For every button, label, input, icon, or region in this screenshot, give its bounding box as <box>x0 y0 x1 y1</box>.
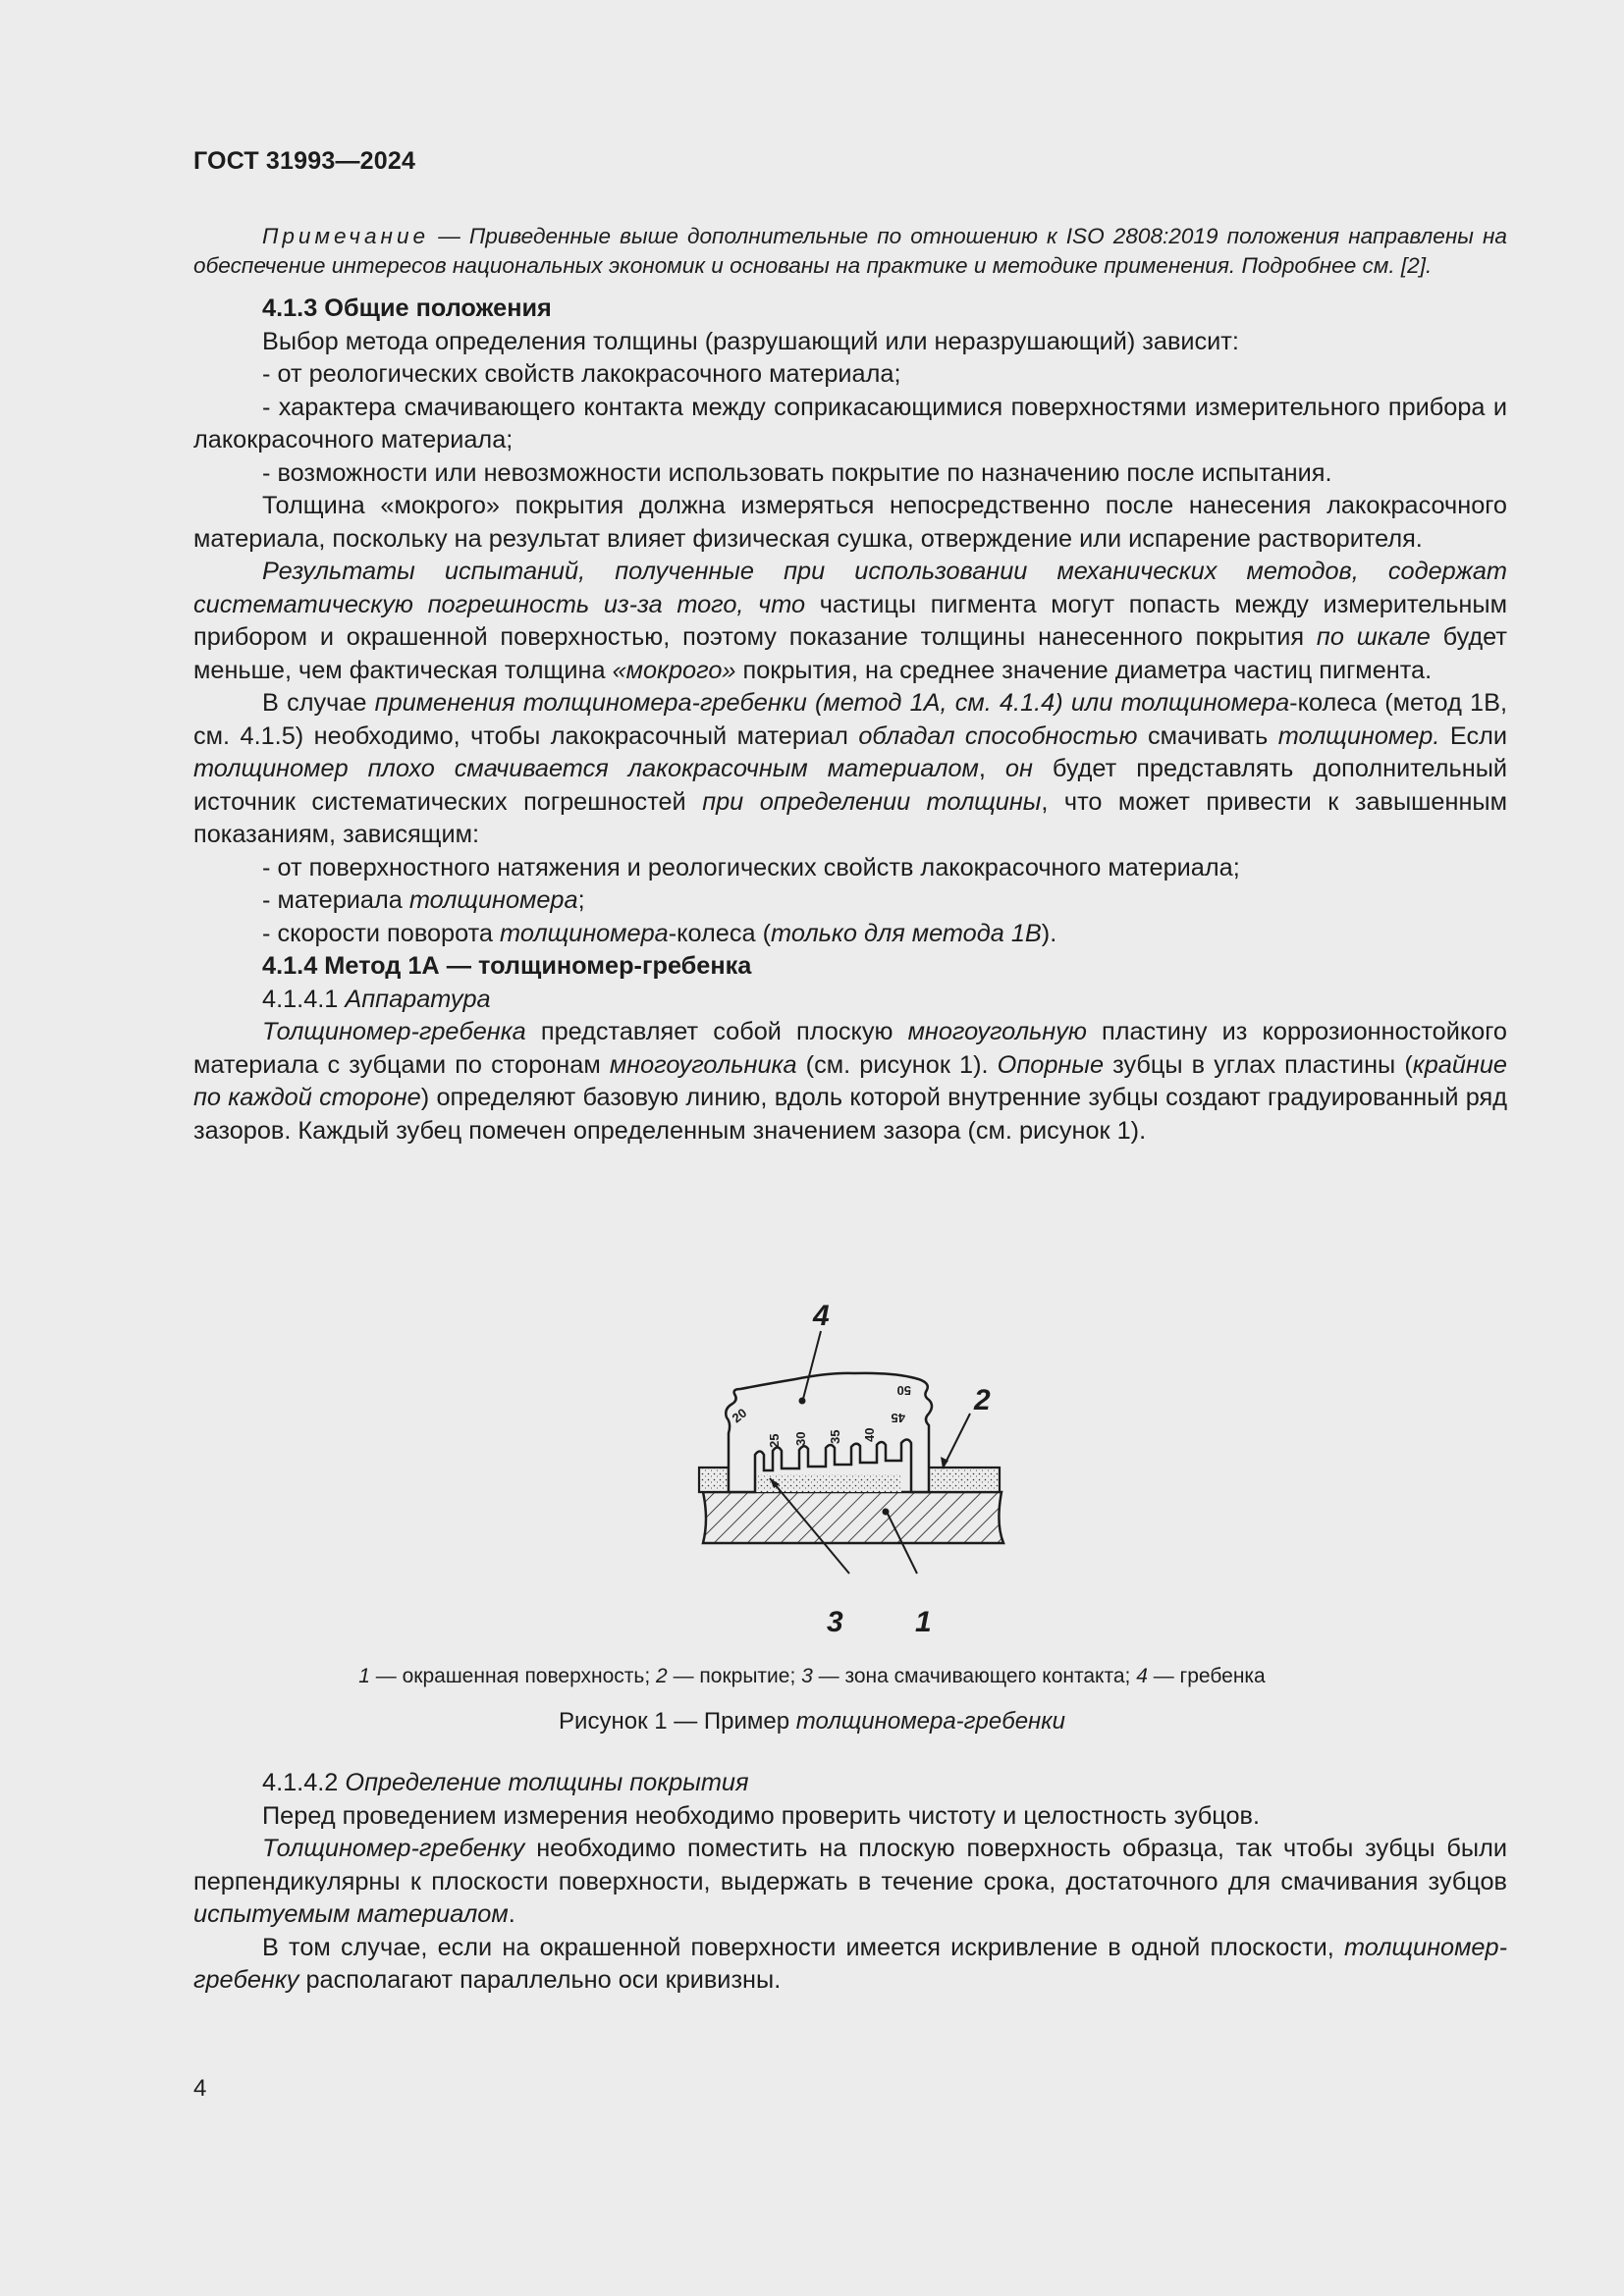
figure-caption: Рисунок 1 — Пример толщиномера-гребенки <box>559 1708 1065 1735</box>
gauge-mark: 45 <box>891 1411 905 1425</box>
subsection-heading-4-1-4-2: 4.1.4.2 Определение толщины покрытия <box>262 1769 749 1796</box>
gauge-mark: 35 <box>828 1429 842 1444</box>
list-item: - скорости поворота толщиномера-колеса (только для метода 1В). <box>262 919 1057 947</box>
list-item: - характера смачивающего контакта между соприкасающимися поверхностями измерительного прибора и лакокрасочного материала; <box>193 393 1507 454</box>
paragraph: В случае применения толщиномера-гребенки (метод 1А, см. 4.1.4) или толщиномера-колеса (метод 1В, см. 4.1.5) необходимо, чтобы лакокрасочный материал обладал способностью смачивать толщиномер. Если толщиномер плохо смачивается лакокрасочным материалом, он будет представлять дополнительный источник систематических погрешностей при определении толщины, что может привести к завышенным показаниям, зависящим: <box>193 689 1508 848</box>
gauge-mark: 40 <box>862 1427 877 1442</box>
paragraph: Толщина «мокрого» покрытия должна измеряться непосредственно после нанесения лакокрасочного материала, поскольку на результат влияет физическая сушка, отверждение или испарение растворителя. <box>193 492 1507 553</box>
gauge-mark: 25 <box>767 1433 782 1448</box>
note-label: Примечание <box>262 224 430 248</box>
gauge-mark: 30 <box>793 1431 808 1446</box>
paragraph: Результаты испытаний, полученные при использовании механических методов, содержат систематическую погрешность из-за того, что частицы пигмента могут попасть между измерительным прибором и окрашенной поверхностью, поэтому показание толщины нанесенного покрытия по шкале будет меньше, чем фактическая толщина «мокрого» покрытия, на среднее значение диаметра частиц пигмента. <box>193 558 1507 684</box>
paragraph: Толщиномер-гребенка представляет собой плоскую многоугольную пластину из коррозионностойкого материала с зубцами по сторонам многоугольника (см. рисунок 1). Опорные зубцы в углах пластины (крайние по каждой стороне) определяют базовую линию, вдоль которой внутренние зубцы создают градуированный ряд зазоров. Каждый зубец помечен определенным значением зазора (см. рисунок 1). <box>193 1018 1508 1145</box>
figure-legend: 1 — окрашенная поверхность; 2 — покрытие; 3 — зона смачивающего контакта; 4 — гребенка <box>358 1665 1266 1687</box>
callout-4: 4 <box>813 1300 830 1332</box>
gauge-mark: 20 <box>729 1405 750 1426</box>
list-item: - от поверхностного натяжения и реологических свойств лакокрасочного материала; <box>262 853 1240 881</box>
paragraph: Перед проведением измерения необходимо проверить чистоту и целостность зубцов. <box>262 1801 1260 1830</box>
paragraph: В том случае, если на окрашенной поверхности имеется искривление в одной плоскости, толщиномер-гребенку располагают параллельно оси кривизны. <box>193 1933 1507 1994</box>
subsection-heading-4-1-4-1: 4.1.4.1 Аппаратура <box>262 985 491 1013</box>
note-paragraph: Примечание — Приведенные выше дополнительные по отношению к ISO 2808:2019 положения направлены на обеспечение интересов национальных экономик и основаны на практике и методике применения. Подробнее см. [2]. <box>193 224 1507 278</box>
callout-1: 1 <box>915 1606 932 1638</box>
callout-3: 3 <box>827 1606 843 1638</box>
comb-gauge-figure <box>677 1296 1031 1639</box>
body-text-top <box>193 222 1507 1148</box>
paragraph: Толщиномер-гребенку необходимо поместить на плоскую поверхность образца, так чтобы зубцы были перпендикулярны к плоскости поверхности, выдержать в течение срока, достаточного для смачивания зубцов испытуемым материалом. <box>193 1835 1507 1928</box>
painted-surface <box>703 1492 1003 1543</box>
document-header: ГОСТ 31993—2024 <box>193 147 416 175</box>
callout-2: 2 <box>974 1384 991 1416</box>
gauge-mark: 50 <box>896 1383 911 1398</box>
note-text: Приведенные выше дополнительные по отношению к ISO 2808:2019 положения направлены на обеспечение интересов национальных экономик и основаны на практике и методике применения. Подробнее см. [2]. <box>193 224 1507 278</box>
coating-under-comb <box>748 1474 901 1492</box>
list-item: - возможности или невозможности использовать покрытие по назначению после испытания. <box>262 458 1332 487</box>
paragraph: Выбор метода определения толщины (разрушающий или неразрушающий) зависит: <box>262 327 1239 355</box>
section-heading-4-1-3: 4.1.3 Общие положения <box>262 294 552 322</box>
section-heading-4-1-4: 4.1.4 Метод 1А — толщиномер-гребенка <box>262 952 752 980</box>
list-item: - от реологических свойств лакокрасочного материала; <box>262 360 901 388</box>
body-text-bottom <box>193 1767 1507 1998</box>
list-item: - материала толщиномера; <box>262 886 585 914</box>
page-number: 4 <box>193 2075 207 2102</box>
